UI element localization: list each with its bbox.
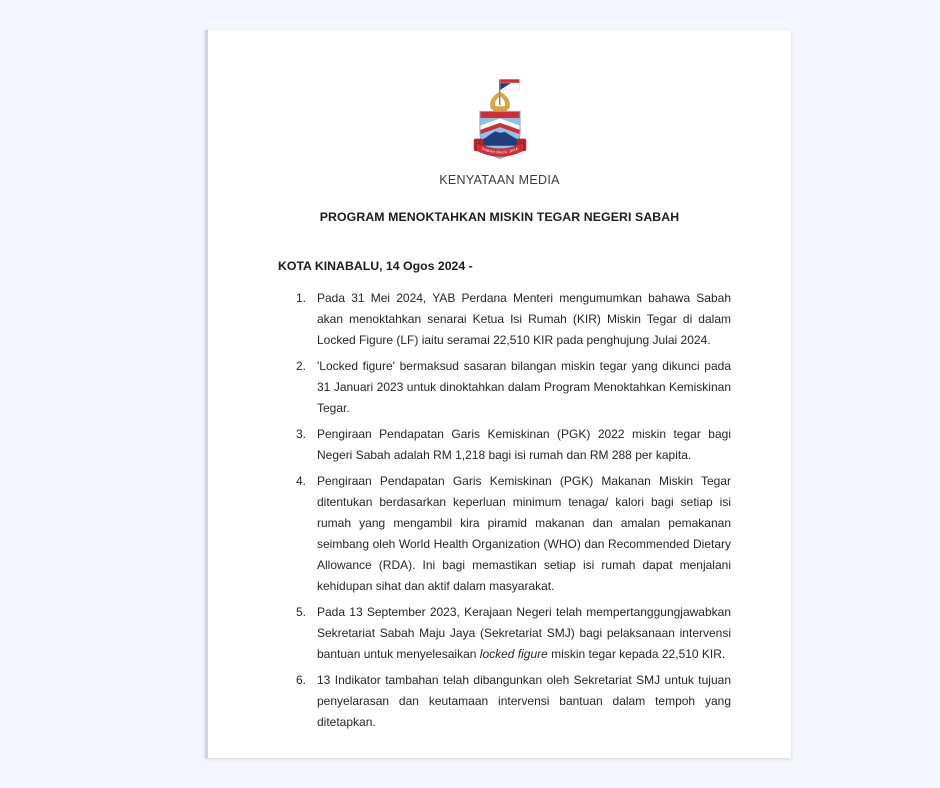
list-item	[296, 471, 732, 597]
dateline: KOTA KINABALU, 14 Ogos 2024 -	[278, 259, 473, 273]
list-item-number: 6.	[296, 673, 307, 687]
list-item-text	[317, 602, 731, 665]
list-item-text: Pengiraan Pendapatan Garis Kemiskinan (PGK) 2022 miskin tegar bagi Negeri Sabah adalah RM 1,218 bagi isi rumah dan RM 288 per kapita.	[317, 427, 731, 462]
list-item	[296, 356, 732, 419]
list-item-number: 2.	[296, 359, 307, 373]
list-item-number: 1.	[296, 291, 307, 305]
document-type-heading: KENYATAAN MEDIA	[439, 173, 560, 187]
list-item-text: 13 Indikator tambahan telah dibangunkan oleh Sekretariat SMJ untuk tujuan penyelarasan dan keutamaan intervensi bantuan dalam tempoh yang ditetapkan.	[317, 673, 731, 729]
list-item-text: Pada 31 Mei 2024, YAB Perdana Menteri mengumumkan bahawa Sabah akan menoktahkan senarai Ketua Isi Rumah (KIR) Miskin Tegar di dalam Locked Figure (LF) iaitu seramai 22,510 KIR pada penghujung Julai 2024.	[317, 291, 731, 347]
list-item	[296, 424, 732, 466]
logo-container	[208, 77, 791, 166]
list-item-italic-segment: locked figure	[479, 647, 548, 661]
list-item-number: 5.	[296, 605, 307, 619]
list-item	[296, 602, 732, 665]
list-item-number: 4.	[296, 474, 307, 488]
sabah-flag-icon	[500, 79, 519, 90]
list-item-number: 3.	[296, 427, 307, 441]
list-item-text: Pengiraan Pendapatan Garis Kemiskinan (PGK) Makanan Miskin Tegar ditentukan berdasarkan keperluan minimum tenaga/ kalori bagi setiap isi rumah yang mengambil kira piramid makanan dan amalan pemakanan seimbang oleh World Health Organization (WHO) dan Recommended Dietary Allowance (RDA). Ini bagi memastikan setiap isi rumah dapat menjalani kehidupan sihat dan aktif dalam masyarakat.	[317, 474, 731, 593]
document-title: PROGRAM MENOKTAHKAN MISKIN TEGAR NEGERI SABAH	[319, 210, 680, 224]
motto-text: SABAH MAJU JAYA	[480, 146, 519, 155]
list-item-text: 'Locked figure' bermaksud sasaran bilangan miskin tegar yang dikunci pada 31 Januari 2023 untuk dinoktahkan dalam Program Menoktahkan Kemiskinan Tegar.	[317, 359, 731, 415]
list-item	[296, 288, 732, 351]
sabah-state-crest-logo	[460, 77, 540, 161]
list-item-text-segment: miskin tegar kepada 22,510 KIR.	[547, 647, 726, 661]
list-item	[296, 670, 732, 733]
list-item-text-segment: Pada 13 September 2023, Kerajaan Negeri telah mempertanggungjawabkan Sekretariat Sabah Maju Jaya (Sekretariat SMJ) bagi pelaksanaan intervensi bantuan untuk menyelesaikan	[317, 605, 731, 661]
numbered-paragraph-list	[296, 288, 732, 733]
document-page	[205, 30, 791, 758]
